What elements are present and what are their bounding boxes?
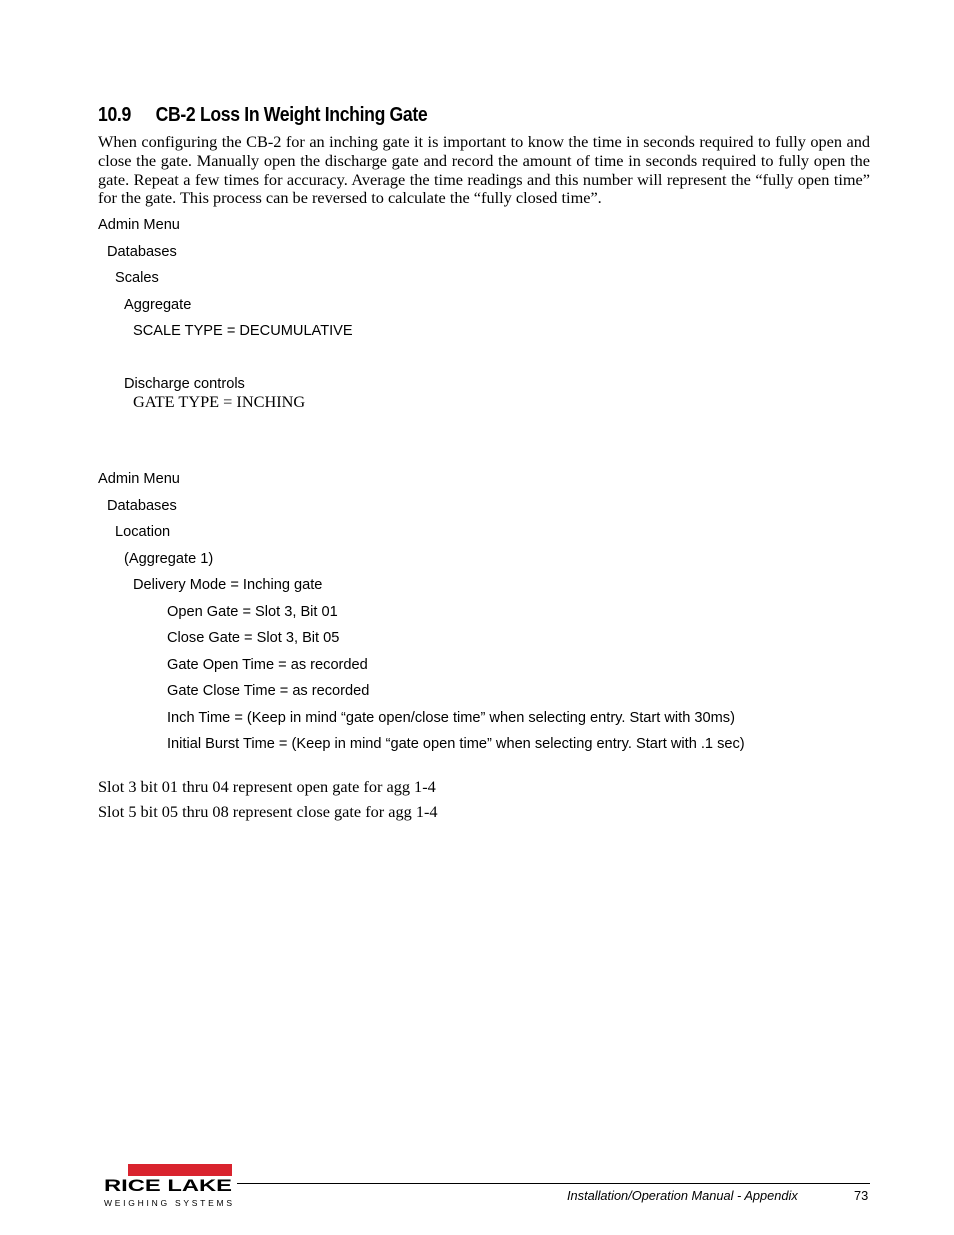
page-number: 73	[854, 1188, 869, 1203]
section-heading	[98, 103, 427, 127]
menu2-databases: Databases	[107, 498, 177, 514]
logo-red-bar	[128, 1164, 232, 1176]
footer-manual-title: Installation/Operation Manual - Appendix	[567, 1188, 798, 1203]
menu1-databases: Databases	[107, 244, 177, 260]
menu1-admin: Admin Menu	[98, 217, 180, 233]
menu2-gate-close-time: Gate Close Time = as recorded	[167, 683, 370, 699]
menu2-inch-time: Inch Time = (Keep in mind “gate open/close time” when selecting entry. Start with 30ms)	[167, 710, 735, 726]
section-number: 10.9	[98, 103, 131, 126]
menu2-admin: Admin Menu	[98, 471, 180, 487]
menu1-discharge-controls: Discharge controls	[124, 376, 245, 392]
menu2-location: Location	[115, 524, 171, 540]
note-slot3: Slot 3 bit 01 thru 04 represent open gate for agg 1-4	[98, 777, 436, 796]
section-title: CB-2 Loss In Weight Inching Gate	[155, 103, 428, 126]
menu2-gate-open-time: Gate Open Time = as recorded	[167, 657, 368, 673]
footer-rule	[237, 1183, 870, 1184]
menu2-open-gate: Open Gate = Slot 3, Bit 01	[167, 604, 338, 620]
menu2-delivery-mode: Delivery Mode = Inching gate	[133, 577, 323, 593]
menu1-aggregate: Aggregate	[124, 297, 192, 313]
intro-paragraph: When configuring the CB-2 for an inching gate it is important to know the time in seconds required to fully open and close the gate. Manually open the discharge gate and record the amount of time in seconds required to fully open the gate. Repeat a few times for accuracy. Average the time readings and this number will represent the “fully open time” for the gate. This process can be reversed to calculate the “fully closed time”.	[98, 132, 870, 208]
menu1-scales: Scales	[115, 270, 159, 286]
menu2-initial-burst-time: Initial Burst Time = (Keep in mind “gate open time” when selecting entry. Start with .1 sec)	[167, 736, 745, 752]
menu2-close-gate: Close Gate = Slot 3, Bit 05	[167, 630, 340, 646]
menu1-scale-type: SCALE TYPE = DECUMULATIVE	[133, 323, 353, 339]
rice-lake-logo	[104, 1164, 234, 1208]
menu2-aggregate: (Aggregate 1)	[124, 551, 214, 567]
menu1-gate-type: GATE TYPE = INCHING	[133, 392, 306, 411]
logo-subtext: WEIGHING SYSTEMS	[104, 1198, 232, 1208]
logo-wordmark: RICE LAKE	[104, 1176, 232, 1195]
note-slot5: Slot 5 bit 05 thru 08 represent close gate for agg 1-4	[98, 802, 438, 821]
